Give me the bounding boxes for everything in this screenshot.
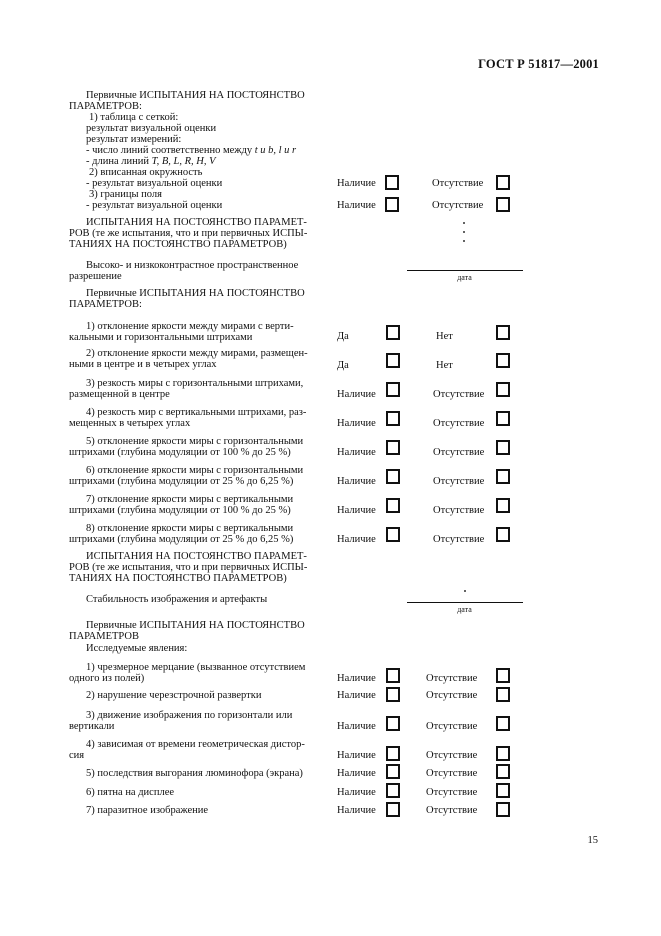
no-checkbox[interactable] — [496, 353, 510, 368]
absent-label: Отсутствие — [426, 787, 478, 798]
absent-label: Отсутствие — [433, 505, 485, 516]
present-checkbox[interactable] — [385, 197, 399, 212]
item-text: 2) отклонение яркости между мирами, размещен- ными в центре и в четырех углах — [69, 348, 308, 370]
absent-checkbox[interactable] — [496, 440, 510, 455]
yes-checkbox[interactable] — [386, 353, 400, 368]
absent-label: Отсутствие — [426, 721, 478, 732]
present-checkbox[interactable] — [386, 382, 400, 397]
section2-title-line1: Первичные ИСПЫТАНИЯ НА ПОСТОЯНСТВО — [86, 288, 305, 299]
present-label: Наличие — [337, 721, 376, 732]
absent-checkbox[interactable] — [496, 527, 510, 542]
absent-label: Отсутствие — [433, 418, 485, 429]
absent-checkbox[interactable] — [496, 764, 510, 779]
present-checkbox[interactable] — [386, 783, 400, 798]
present-checkbox[interactable] — [386, 469, 400, 484]
date-caption: дата — [457, 273, 472, 282]
no-label: Нет — [436, 360, 453, 371]
present-label: Наличие — [337, 178, 376, 189]
present-checkbox[interactable] — [386, 498, 400, 513]
absent-label: Отсутствие — [433, 476, 485, 487]
present-checkbox[interactable] — [386, 411, 400, 426]
item-text: 4) резкость мир с вертикальными штрихами, раз- мещенных в четырех углах — [69, 407, 307, 429]
present-label: Наличие — [337, 200, 376, 211]
absent-label: Отсутствие — [426, 673, 478, 684]
absent-checkbox[interactable] — [496, 382, 510, 397]
dot-marker — [463, 222, 465, 224]
present-checkbox[interactable] — [386, 764, 400, 779]
present-label: Наличие — [337, 768, 376, 779]
present-checkbox[interactable] — [386, 668, 400, 683]
section1-title-line1: Первичные ИСПЫТАНИЯ НА ПОСТОЯНСТВО — [86, 90, 305, 101]
stability-text: Стабильность изображения и артефакты — [86, 594, 268, 605]
item-text: 7) паразитное изображение — [86, 805, 209, 816]
absent-checkbox[interactable] — [496, 783, 510, 798]
absent-label: Отсутствие — [433, 447, 485, 458]
item-text: 2) нарушение черезстрочной развертки — [86, 690, 262, 701]
absent-checkbox[interactable] — [496, 668, 510, 683]
absent-checkbox[interactable] — [496, 175, 510, 190]
absent-checkbox[interactable] — [496, 687, 510, 702]
absent-label: Отсутствие — [433, 534, 485, 545]
present-checkbox[interactable] — [386, 687, 400, 702]
repeat-tests-block: ИСПЫТАНИЯ НА ПОСТОЯНСТВО ПАРАМЕТ- РОВ (те же испытания, что и при первичных ИСПЫ- ТАНИЯХ НА ПОСТОЯНСТВО ПАРАМЕТРОВ) — [69, 217, 308, 250]
present-label: Наличие — [337, 750, 376, 761]
contrast-resolution-text: Высоко- и низкоконтрастное пространственное разрешение — [69, 260, 299, 282]
absent-label: Отсутствие — [426, 768, 478, 779]
present-checkbox[interactable] — [385, 175, 399, 190]
item-text: 7) отклонение яркости миры с вертикальными штрихами (глубина модуляции от 100 % до 25 %) — [69, 494, 294, 516]
line-count-text: - число линий соответственно между t и b, l и r — [86, 145, 297, 156]
inscribed-circle-item: 2) вписанная окружность — [89, 167, 203, 178]
present-checkbox[interactable] — [386, 527, 400, 542]
item-text: 6) отклонение яркости миры с горизонтальными штрихами (глубина модуляции от 25 % до 6,25 %) — [69, 465, 304, 487]
signature-line — [407, 602, 523, 603]
section2-title-line2: ПАРАМЕТРОВ: — [69, 299, 142, 310]
field-borders-item: 3) границы поля — [89, 189, 162, 200]
present-label: Наличие — [337, 690, 376, 701]
section1-title-line2: ПАРАМЕТРОВ: — [69, 101, 142, 112]
present-label: Наличие — [337, 505, 376, 516]
visual-result-text: результат визуальной оценки — [86, 123, 217, 134]
absent-label: Отсутствие — [432, 178, 484, 189]
phenomena-subtitle: Исследуемые явления: — [86, 643, 188, 654]
present-label: Наличие — [337, 476, 376, 487]
present-label: Наличие — [337, 418, 376, 429]
yes-label: Да — [337, 331, 349, 342]
dot-marker — [464, 590, 466, 592]
signature-line — [407, 270, 523, 271]
repeat-tests-block: ИСПЫТАНИЯ НА ПОСТОЯНСТВО ПАРАМЕТ- РОВ (те же испытания, что и при первичных ИСПЫ- ТАНИЯХ НА ПОСТОЯНСТВО ПАРАМЕТРОВ) — [69, 551, 308, 584]
absent-label: Отсутствие — [426, 750, 478, 761]
standard-header: ГОСТ Р 51817—2001 — [478, 57, 599, 71]
absent-label: Отсутствие — [426, 690, 478, 701]
absent-checkbox[interactable] — [496, 197, 510, 212]
no-checkbox[interactable] — [496, 325, 510, 340]
present-checkbox[interactable] — [386, 440, 400, 455]
date-caption: дата — [457, 605, 472, 614]
yes-checkbox[interactable] — [386, 325, 400, 340]
item-text: 5) последствия выгорания люминофора (экрана) — [86, 768, 303, 779]
present-label: Наличие — [337, 787, 376, 798]
dot-marker — [463, 240, 465, 242]
present-label: Наличие — [337, 673, 376, 684]
present-label: Наличие — [337, 534, 376, 545]
item-text: 6) пятна на дисплее — [86, 787, 175, 798]
present-checkbox[interactable] — [386, 716, 400, 731]
page-number: 15 — [587, 835, 598, 846]
yes-label: Да — [337, 360, 349, 371]
present-label: Наличие — [337, 805, 376, 816]
item-text: 4) зависимая от времени геометрическая дистор- сия — [69, 739, 305, 761]
item-text: 1) чрезмерное мерцание (вызванное отсутствием одного из полей) — [69, 662, 306, 684]
present-label: Наличие — [337, 389, 376, 400]
dot-marker — [463, 231, 465, 233]
absent-label: Отсутствие — [426, 805, 478, 816]
absent-checkbox[interactable] — [496, 746, 510, 761]
item-text: 8) отклонение яркости миры с вертикальными штрихами (глубина модуляции от 25 % до 6,25 %) — [69, 523, 294, 545]
present-label: Наличие — [337, 447, 376, 458]
no-label: Нет — [436, 331, 453, 342]
absent-checkbox[interactable] — [496, 716, 510, 731]
grid-table-item: 1) таблица с сеткой: — [89, 112, 179, 123]
item-text: 5) отклонение яркости миры с горизонтальными штрихами (глубина модуляции от 100 % до 25 %) — [69, 436, 304, 458]
absent-checkbox[interactable] — [496, 498, 510, 513]
circle-visual-result: - результат визуальной оценки — [86, 178, 223, 189]
absent-checkbox[interactable] — [496, 802, 510, 817]
absent-checkbox[interactable] — [496, 469, 510, 484]
present-checkbox[interactable] — [386, 746, 400, 761]
present-checkbox[interactable] — [386, 802, 400, 817]
item-text: 1) отклонение яркости между мирами с верти- кальными и горизонтальными штрихами — [69, 321, 294, 343]
section3-title-line1: Первичные ИСПЫТАНИЯ НА ПОСТОЯНСТВО — [86, 620, 305, 631]
absent-label: Отсутствие — [433, 389, 485, 400]
absent-checkbox[interactable] — [496, 411, 510, 426]
line-length-text: - длина линий T, B, L, R, H, V — [86, 156, 216, 167]
measurement-result-text: результат измерений: — [86, 134, 182, 145]
item-text: 3) резкость миры с горизонтальными штрихами, размещенной в центре — [69, 378, 304, 400]
item-text: 3) движение изображения по горизонтали или вертикали — [69, 710, 293, 732]
section3-title-line2: ПАРАМЕТРОВ — [69, 631, 139, 642]
absent-label: Отсутствие — [432, 200, 484, 211]
borders-visual-result: - результат визуальной оценки — [86, 200, 223, 211]
